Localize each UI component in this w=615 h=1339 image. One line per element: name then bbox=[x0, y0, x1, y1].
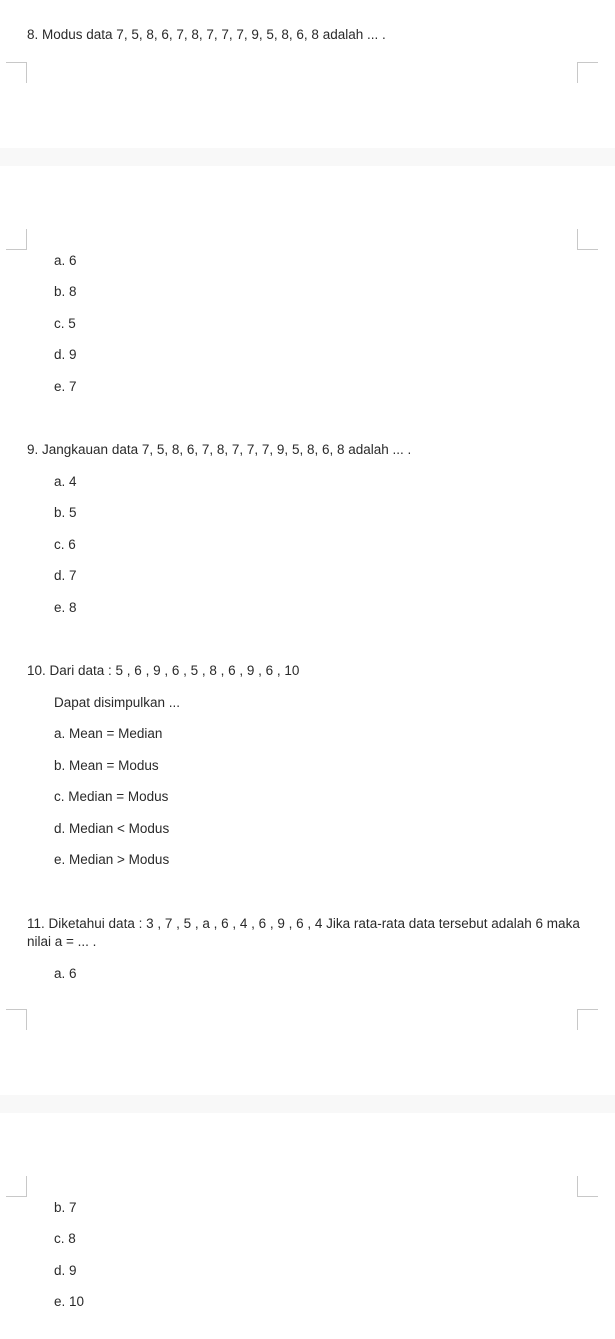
q10-option-a[interactable]: a. Mean = Median bbox=[54, 726, 163, 741]
q8-option-b[interactable]: b. 8 bbox=[54, 284, 77, 299]
q10-option-b[interactable]: b. Mean = Modus bbox=[54, 758, 159, 773]
q11-option-d[interactable]: d. 9 bbox=[54, 1263, 77, 1278]
frame-band bbox=[0, 148, 615, 166]
frame-corner-bottom-right bbox=[577, 229, 598, 250]
q8-option-a[interactable]: a. 6 bbox=[54, 253, 77, 268]
frame-corner-bottom-right bbox=[577, 1176, 598, 1197]
q11-option-e[interactable]: e. 10 bbox=[54, 1294, 85, 1309]
frame-corner-bottom-left bbox=[6, 1176, 27, 1197]
q8-option-c[interactable]: c. 5 bbox=[54, 316, 76, 331]
q9-option-c[interactable]: c. 6 bbox=[54, 537, 76, 552]
q10-option-d[interactable]: d. Median < Modus bbox=[54, 821, 170, 836]
question-9-text: 9. Jangkauan data 7, 5, 8, 6, 7, 8, 7, 7, 7, 9, 5, 8, 6, 8 adalah ... . bbox=[27, 442, 412, 457]
q9-option-b[interactable]: b. 5 bbox=[54, 505, 77, 520]
frame-corner-top-right bbox=[577, 62, 598, 83]
question-11-text: 11. Diketahui data : 3 , 7 , 5 , a , 6 , 4 , 6 , 9 , 6 , 4 Jika rata-rata data tersebut adalah 6 maka nilai a = ... . bbox=[27, 916, 580, 949]
frame-corner-top-left bbox=[6, 62, 27, 83]
q10-option-e[interactable]: e. Median > Modus bbox=[54, 852, 170, 867]
q10-option-c[interactable]: c. Median = Modus bbox=[54, 789, 169, 804]
question-10-subtext: Dapat disimpulkan ... bbox=[54, 695, 181, 710]
q11-option-b[interactable]: b. 7 bbox=[54, 1200, 77, 1215]
question-8-text: 8. Modus data 7, 5, 8, 6, 7, 8, 7, 7, 7, 9, 5, 8, 6, 8 adalah ... . bbox=[27, 27, 386, 42]
frame-corner-top-right bbox=[577, 1009, 598, 1030]
frame-band bbox=[0, 1095, 615, 1113]
frame-corner-bottom-left bbox=[6, 229, 27, 250]
q11-option-a[interactable]: a. 6 bbox=[54, 966, 77, 981]
q8-option-e[interactable]: e. 7 bbox=[54, 379, 77, 394]
q9-option-a[interactable]: a. 4 bbox=[54, 474, 77, 489]
question-10-text: 10. Dari data : 5 , 6 , 9 , 6 , 5 , 8 , 6 , 9 , 6 , 10 bbox=[27, 663, 300, 678]
q9-option-d[interactable]: d. 7 bbox=[54, 568, 77, 583]
q8-option-d[interactable]: d. 9 bbox=[54, 347, 77, 362]
q11-option-c[interactable]: c. 8 bbox=[54, 1231, 76, 1246]
q9-option-e[interactable]: e. 8 bbox=[54, 600, 77, 615]
frame-corner-top-left bbox=[6, 1009, 27, 1030]
